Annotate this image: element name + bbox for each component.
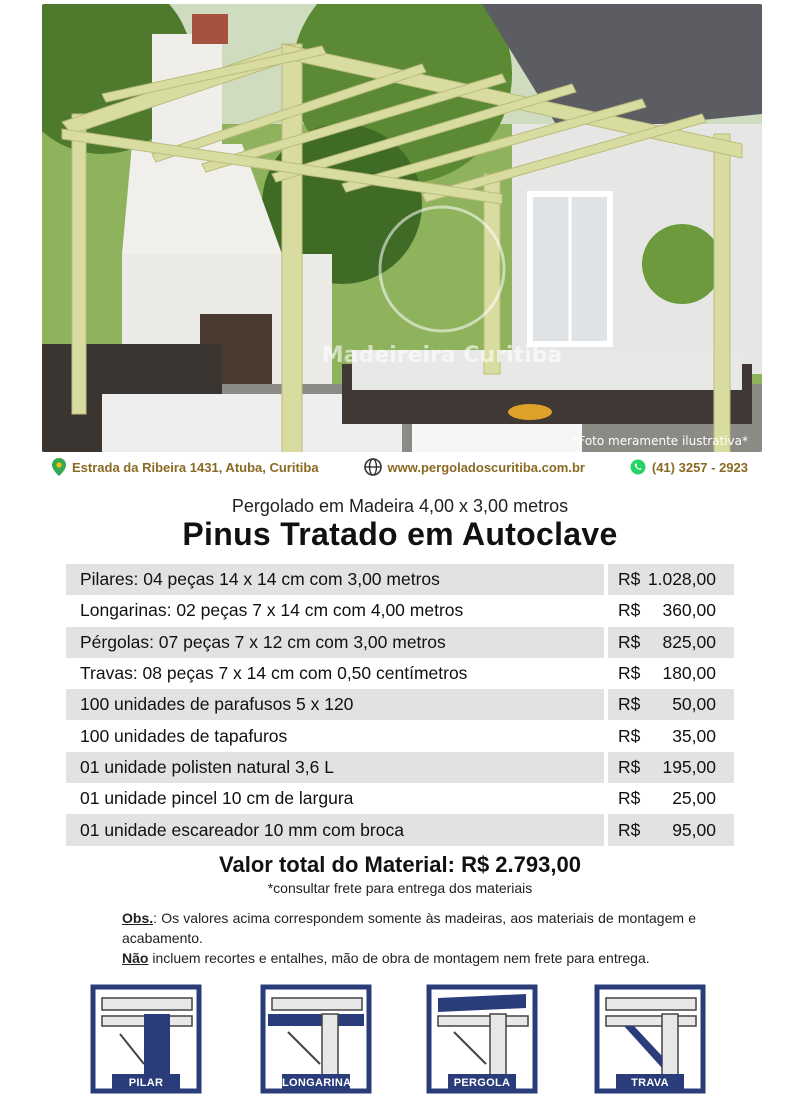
diagram-pergola-label: PERGOLA — [448, 1074, 516, 1092]
price-row — [66, 595, 734, 626]
product-subtitle: Pergolado em Madeira 4,00 x 3,00 metros — [231, 496, 569, 516]
item-description: Pérgolas: 07 peças 7 x 12 cm com 3,00 metros — [66, 627, 608, 658]
diagram-pilar-label: PILAR — [112, 1074, 180, 1092]
item-description: 100 unidades de tapafuros — [66, 720, 608, 751]
product-title: Pinus Tratado em Autoclave — [182, 516, 618, 552]
watermark-text: Madeireira Curitiba — [321, 343, 563, 368]
item-amount: 195,00 — [648, 752, 734, 783]
observation-note — [122, 908, 696, 968]
item-amount: 360,00 — [662, 600, 716, 621]
obs-text-1: : Os valores acima correspondem somente às madeiras, aos materiais de montagem e acabamento. — [122, 910, 696, 946]
item-description: Longarinas: 02 peças 7 x 14 cm com 4,00 metros — [66, 595, 608, 626]
obs-text-2: incluem recortes e entalhes, mão de obra de montagem nem frete para entrega. — [148, 950, 650, 966]
diagram-longarina-label: LONGARINA — [282, 1074, 350, 1092]
phone-item — [630, 459, 748, 475]
item-currency: R$ — [608, 814, 648, 845]
diagram-pergola — [426, 984, 538, 1094]
item-description: 01 unidade pincel 10 cm de largura — [66, 783, 608, 814]
item-description: 100 unidades de parafusos 5 x 120 — [66, 689, 608, 720]
item-currency: R$ — [608, 564, 648, 595]
price-row — [66, 752, 734, 783]
item-currency: R$ — [608, 627, 648, 658]
freight-note: *consultar frete para entrega dos materiais — [267, 880, 533, 896]
globe-icon — [364, 458, 382, 476]
price-row — [66, 658, 734, 689]
item-description: 01 unidade escareador 10 mm com broca — [66, 814, 608, 845]
item-currency: R$ — [617, 725, 641, 746]
item-amount: 25,00 — [672, 788, 716, 809]
price-row — [66, 564, 734, 595]
website-item[interactable] — [364, 458, 585, 476]
price-table — [66, 564, 734, 846]
contact-bar — [52, 456, 748, 478]
item-amount: 95,00 — [648, 814, 734, 845]
item-description: Pilares: 04 peças 14 x 14 cm com 3,00 metros — [66, 564, 608, 595]
item-amount: 825,00 — [648, 627, 734, 658]
address-item — [52, 458, 319, 476]
map-pin-icon — [52, 458, 66, 476]
diagram-longarina — [260, 984, 372, 1094]
item-amount: 50,00 — [648, 689, 734, 720]
phone-text: (41) 3257 - 2923 — [651, 459, 748, 475]
item-amount: 35,00 — [672, 725, 716, 746]
photo-caption: *Foto meramente ilustrativa* — [572, 434, 748, 448]
price-row — [66, 814, 734, 845]
diagram-pilar — [90, 984, 202, 1094]
total-value: Valor total do Material: R$ 2.793,00 — [219, 852, 581, 877]
item-description: Travas: 08 peças 7 x 14 cm com 0,50 centímetros — [66, 658, 608, 689]
website-link[interactable]: www.pergoladoscuritiba.com.br — [387, 459, 585, 475]
item-description: 01 unidade polisten natural 3,6 L — [66, 752, 608, 783]
nao-label: Não — [122, 950, 149, 966]
item-amount: 180,00 — [662, 663, 716, 684]
address-text: Estrada da Ribeira 1431, Atuba, Curitiba — [72, 459, 319, 475]
diagram-trava — [594, 984, 706, 1094]
pergola-illustration — [42, 4, 762, 452]
obs-label: Obs. — [122, 910, 154, 926]
part-diagrams — [90, 984, 720, 1096]
price-row — [66, 627, 734, 658]
item-currency: R$ — [608, 689, 648, 720]
item-amount: 1.028,00 — [648, 564, 734, 595]
item-currency: R$ — [617, 788, 641, 809]
item-currency: R$ — [608, 752, 648, 783]
price-row — [66, 783, 734, 814]
item-currency: R$ — [617, 663, 641, 684]
diagram-trava-label: TRAVA — [616, 1074, 684, 1092]
price-row — [66, 689, 734, 720]
price-row — [66, 720, 734, 751]
hero-photo — [42, 4, 762, 452]
item-currency: R$ — [617, 600, 641, 621]
whatsapp-icon — [630, 459, 646, 475]
